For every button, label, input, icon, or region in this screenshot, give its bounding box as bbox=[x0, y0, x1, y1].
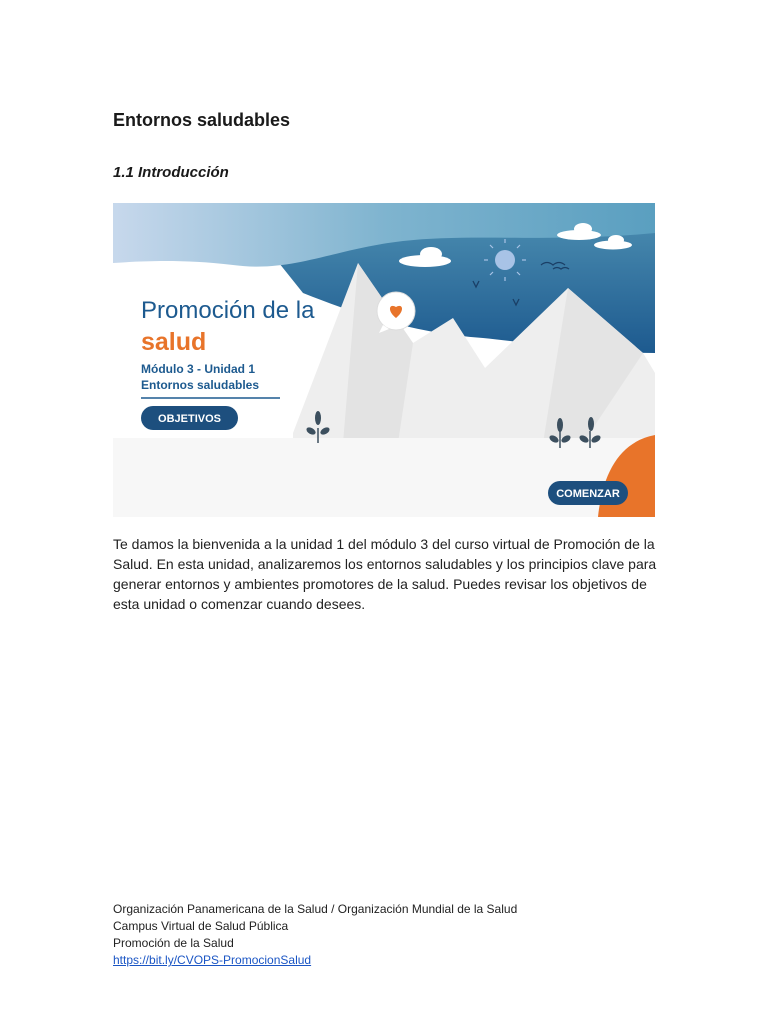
banner-title-line2: salud bbox=[141, 328, 207, 356]
document-title: Entornos saludables bbox=[113, 110, 291, 130]
start-button[interactable] bbox=[548, 481, 628, 505]
start-button-label: COMENZAR bbox=[556, 488, 620, 500]
section-title: 1.1 Introducción bbox=[113, 164, 229, 181]
objectives-button-label: OBJETIVOS bbox=[158, 413, 221, 425]
footer-organization: Organización Panamericana de la Salud / Organización Mundial de la Salud bbox=[113, 902, 518, 916]
footer-course-link[interactable]: https://bit.ly/CVOPS-PromocionSalud bbox=[113, 953, 312, 967]
course-banner bbox=[113, 203, 655, 517]
banner-unit-line: Entornos saludables bbox=[141, 378, 260, 392]
intro-paragraph: Te damos la bienvenida a la unidad 1 del módulo 3 del curso virtual de Promoción de la Salud. En esta unidad, analizaremos los entornos saludables y los principios clave para generar entornos y ambientes promotores de la salud. Puedes revisar los objetivos de esta unidad o comenzar cuando desees. bbox=[113, 536, 657, 612]
footer-course: Promoción de la Salud bbox=[113, 936, 234, 950]
banner-title-line1: Promoción de la bbox=[141, 297, 315, 324]
banner-module-line: Módulo 3 - Unidad 1 bbox=[141, 362, 255, 376]
objectives-button[interactable] bbox=[141, 406, 238, 430]
footer-campus: Campus Virtual de Salud Pública bbox=[113, 919, 289, 933]
footer bbox=[113, 901, 517, 969]
